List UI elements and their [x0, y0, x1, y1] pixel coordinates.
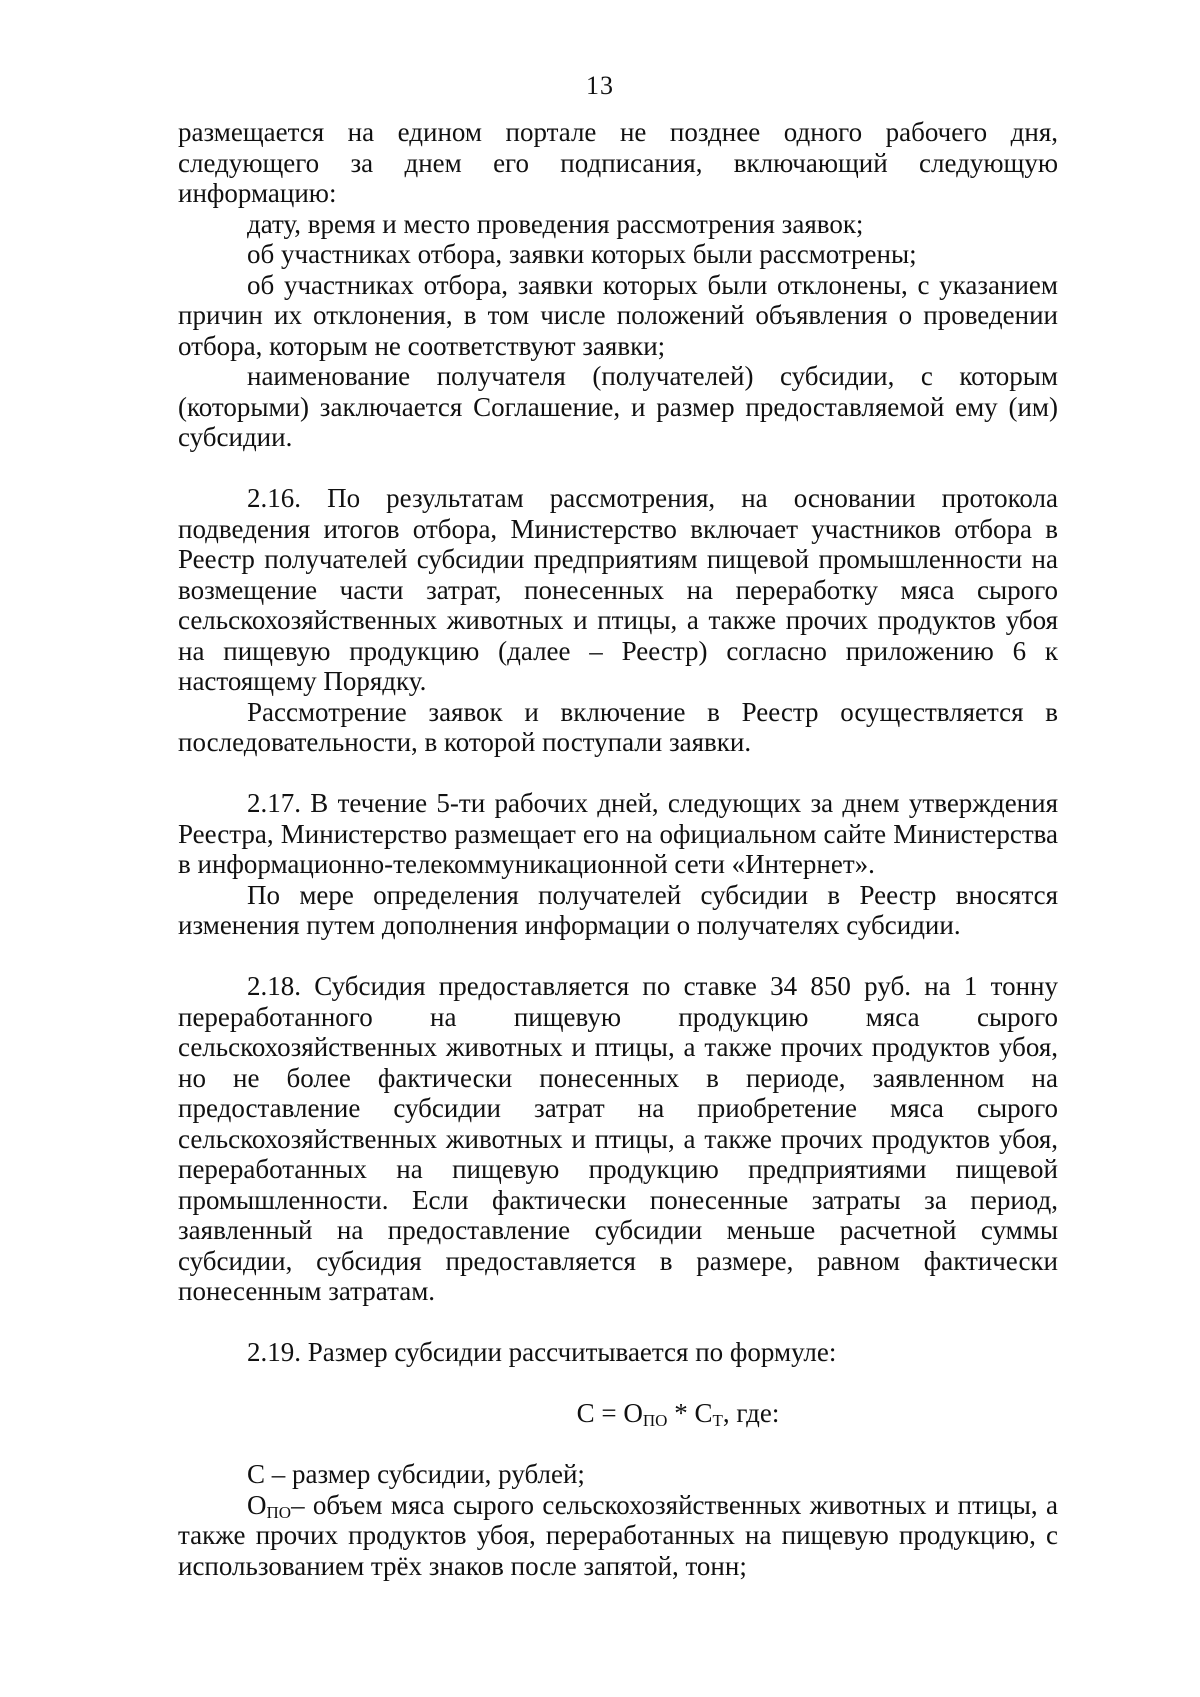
paragraph-2-16-review: Рассмотрение заявок и включение в Реестр осуществляется в последовательности, в которой поступали заявки.	[178, 696, 1058, 757]
formula-operator: * С	[667, 1398, 713, 1428]
list-item-date: дату, время и место проведения рассмотрения заявок;	[247, 208, 864, 239]
formula-tail: , где:	[722, 1398, 780, 1428]
list-item-rejected: об участниках отбора, заявки которых были отклонены, с указанием причин их отклонения, в том числе положений объявления о проведении отбора, которым не соответствуют заявки;	[178, 269, 1058, 361]
formula-sub-t: Т	[712, 1411, 723, 1430]
definition-c: С – размер субсидии, рублей;	[247, 1459, 585, 1489]
paragraph-2-17: 2.17. В течение 5-ти рабочих дней, следующих за днем утверждения Реестра, Министерство размещает его на официальном сайте Министерства в информационно-телекоммуникационной сети «Интернет».	[178, 788, 1058, 879]
definition-o-po	[178, 1490, 1058, 1582]
document-body	[178, 117, 1058, 1581]
definition-o-sub: ПО	[266, 1502, 292, 1522]
list-item-recipient: наименование получателя (получателей) субсидии, с которым (которыми) заключается Соглашение, и размер предоставляемой ему (им) субсидии.	[178, 361, 1058, 452]
page-number: 13	[586, 71, 614, 100]
paragraph-intro: размещается на едином портале не позднее одного рабочего дня, следующего за днем его подписания, включающий следующую информацию:	[178, 117, 1058, 208]
paragraph-2-18: 2.18. Субсидия предоставляется по ставке 34 850 руб. на 1 тонну переработанного на пищевую продукцию мяса сырого сельскохозяйственных животных и птицы, а также прочих продуктов убоя, но не более фактически понесенных в периоде, заявленном на предоставление субсидии затрат на приобретение мяса сырого сельскохозяйственных животных и птицы, а также прочих продуктов убоя, переработанных на пищевую продукцию предприятиями пищевой промышленности. Если фактически понесенные затраты за период, заявленный на предоставление субсидии меньше расчетной суммы субсидии, субсидия предоставляется в размере, равном фактически понесенным затратам.	[178, 971, 1058, 1306]
paragraph-2-19: 2.19. Размер субсидии рассчитывается по формуле:	[247, 1337, 837, 1367]
definition-o-text: – объем мяса сырого сельскохозяйственных животных и птицы, а также прочих продуктов убоя, переработанных на пищевую продукцию, с использованием трёх знаков после запятой, тонн;	[178, 1489, 1058, 1581]
formula-lhs: С = О	[576, 1398, 643, 1428]
subsidy-formula	[178, 1398, 1058, 1429]
list-item-reviewed: об участниках отбора, заявки которых были рассмотрены;	[247, 239, 917, 269]
paragraph-2-17-changes: По мере определения получателей субсидии в Реестр вносятся изменения путем дополнения информации о получателях субсидии.	[178, 879, 1058, 940]
formula-sub-po: ПО	[642, 1411, 668, 1430]
definition-o-letter: О	[247, 1489, 267, 1520]
paragraph-2-16: 2.16. По результатам рассмотрения, на основании протокола подведения итогов отбора, Министерство включает участников отбора в Реестр получателей субсидии предприятиям пищевой промышленности на возмещение части затрат, понесенных на переработку мяса сырого сельскохозяйственных животных и птицы, а также прочих продуктов убоя на пищевую продукцию (далее – Реестр) согласно приложению 6 к настоящему Порядку.	[178, 483, 1058, 696]
